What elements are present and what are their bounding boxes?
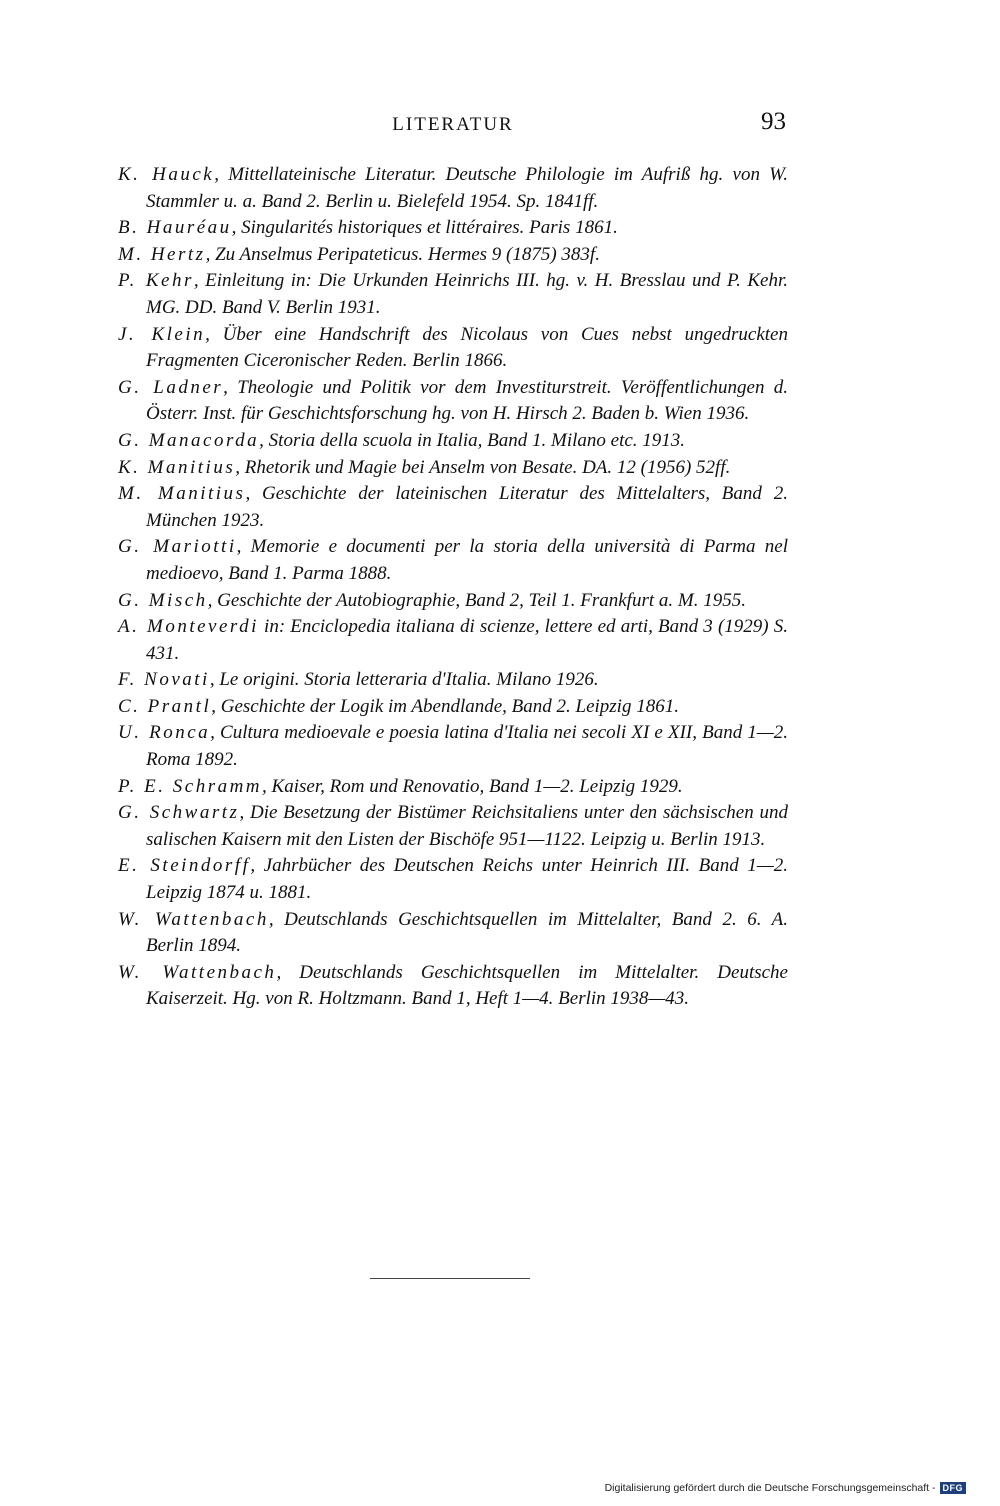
- entry-text: , Geschichte der Logik im Abendlande, Band 2. Leipzig 1861.: [211, 695, 679, 717]
- entry-text: , Die Besetzung der Bistümer Reichsitaliens unter den sächsischen und salischen Kaisern mit den Listen der Bischöfe 951—1122. Leipzig u. Berlin 1913.: [146, 802, 788, 850]
- end-rule-divider: [370, 1278, 530, 1279]
- entry-text: , Einleitung in: Die Urkunden Heinrichs III. hg. v. H. Bresslau und P. Kehr. MG. DD. Band V. Berlin 1931.: [146, 270, 788, 318]
- entry-author: P. E. Schramm: [118, 775, 263, 797]
- bibliography-entry: [118, 428, 788, 455]
- page-header: [118, 108, 788, 142]
- entry-text: , Deutschlands Geschichtsquellen im Mittelalter, Band 2. 6. A. Berlin 1894.: [146, 908, 788, 957]
- bibliography-entry: [118, 774, 788, 801]
- entry-text: , Mittellateinische Literatur. Deutsche Philologie im Aufriß hg. von W. Stammler u. a. Band 2. Berlin u. Bielefeld 1954. Sp. 1841ff.: [146, 164, 788, 212]
- bibliography-list: [118, 162, 788, 1013]
- entry-author: A. Monteverdi: [118, 616, 259, 638]
- entry-text: , Cultura medioevale e poesia latina d'Italia nei secoli XI e XII, Band 1—2. Roma 1892.: [146, 722, 788, 771]
- dfg-logo: DFG: [940, 1482, 967, 1494]
- bibliography-entry: [118, 720, 788, 773]
- entry-author: G. Manacorda: [118, 429, 260, 451]
- bibliography-entry: [118, 588, 788, 615]
- entry-author: P. Kehr: [118, 270, 194, 292]
- entry-author: G. Ladner: [118, 376, 224, 398]
- entry-text: , Geschichte der Autobiographie, Band 2, Teil 1. Frankfurt a. M. 1955.: [207, 589, 746, 611]
- entry-author: U. Ronca: [118, 722, 211, 744]
- entry-author: W. Wattenbach: [118, 961, 277, 983]
- entry-author: G. Misch: [118, 589, 208, 611]
- entry-author: F. Novati: [118, 669, 210, 691]
- entry-author: M. Manitius: [118, 483, 246, 505]
- bibliography-entry: [118, 481, 788, 534]
- entry-text: , Über eine Handschrift des Nicolaus von Cues nebst ungedruckten Fragmenten Ciceronischer Reden. Berlin 1866.: [146, 323, 788, 372]
- credit-text: Digitalisierung gefördert durch die Deutsche Forschungsgemeinschaft -: [604, 1482, 936, 1494]
- entry-author: K. Hauck: [118, 164, 215, 185]
- bibliography-entry: [118, 853, 788, 906]
- bibliography-entry: [118, 907, 788, 960]
- bibliography-entry: [118, 268, 788, 321]
- entry-author: C. Prantl: [118, 695, 212, 717]
- bibliography-entry: [118, 614, 788, 667]
- entry-author: B. Hauréau: [118, 217, 232, 239]
- bibliography-entry: [118, 694, 788, 721]
- bibliography-entry: [118, 375, 788, 428]
- entry-author: J. Klein: [118, 323, 206, 345]
- entry-author: G. Schwartz: [118, 802, 240, 824]
- bibliography-entry: [118, 667, 788, 694]
- bibliography-entry: [118, 534, 788, 587]
- bibliography-entry: [118, 322, 788, 375]
- entry-text: , Jahrbücher des Deutschen Reichs unter Heinrich III. Band 1—2. Leipzig 1874 u. 1881.: [146, 855, 788, 904]
- digitization-credit: [605, 1482, 966, 1494]
- bibliography-entry: [118, 162, 788, 215]
- entry-text: in: Enciclopedia italiana di scienze, lettere ed arti, Band 3 (1929) S. 431.: [146, 616, 789, 664]
- entry-text: , Zu Anselmus Peripateticus. Hermes 9 (1875) 383f.: [205, 243, 600, 265]
- bibliography-entry: [118, 242, 788, 269]
- bibliography-entry: [118, 215, 788, 242]
- bibliography-entry: [118, 960, 788, 1013]
- entry-text: , Geschichte der lateinischen Literatur des Mittelalters, Band 2. München 1923.: [146, 483, 788, 531]
- running-title: LITERATUR: [392, 114, 514, 135]
- entry-author: G. Mariotti: [118, 536, 237, 558]
- entry-text: , Theologie und Politik vor dem Investiturstreit. Veröffentlichungen d. Österr. Inst. für Geschichtsforschung hg. von H. Hirsch 2. Baden b. Wien 1936.: [146, 376, 788, 425]
- entry-text: , Deutschlands Geschichtsquellen im Mittelalter. Deutsche Kaiserzeit. Hg. von R. Holtzmann. Band 1, Heft 1—4. Berlin 1938—43.: [146, 961, 788, 1010]
- entry-text: , Singularités historiques et littéraires. Paris 1861.: [231, 217, 618, 239]
- entry-author: K. Manitius: [118, 456, 236, 478]
- entry-text: , Kaiser, Rom und Renovatio, Band 1—2. Leipzig 1929.: [262, 775, 683, 797]
- entry-author: W. Wattenbach: [118, 908, 269, 930]
- page-number: 93: [761, 108, 786, 135]
- entry-text: , Memorie e documenti per la storia della università di Parma nel medioevo, Band 1. Parma 1888.: [146, 536, 789, 584]
- entry-text: , Le origini. Storia letteraria d'Italia. Milano 1926.: [209, 669, 599, 691]
- bibliography-entry: [118, 800, 788, 853]
- entry-text: , Storia della scuola in Italia, Band 1. Milano etc. 1913.: [259, 429, 686, 451]
- entry-author: M. Hertz: [118, 243, 206, 265]
- bibliography-entry: [118, 455, 788, 482]
- entry-author: E. Steindorff: [118, 855, 251, 877]
- entry-text: , Rhetorik und Magie bei Anselm von Besate. DA. 12 (1956) 52ff.: [235, 456, 731, 478]
